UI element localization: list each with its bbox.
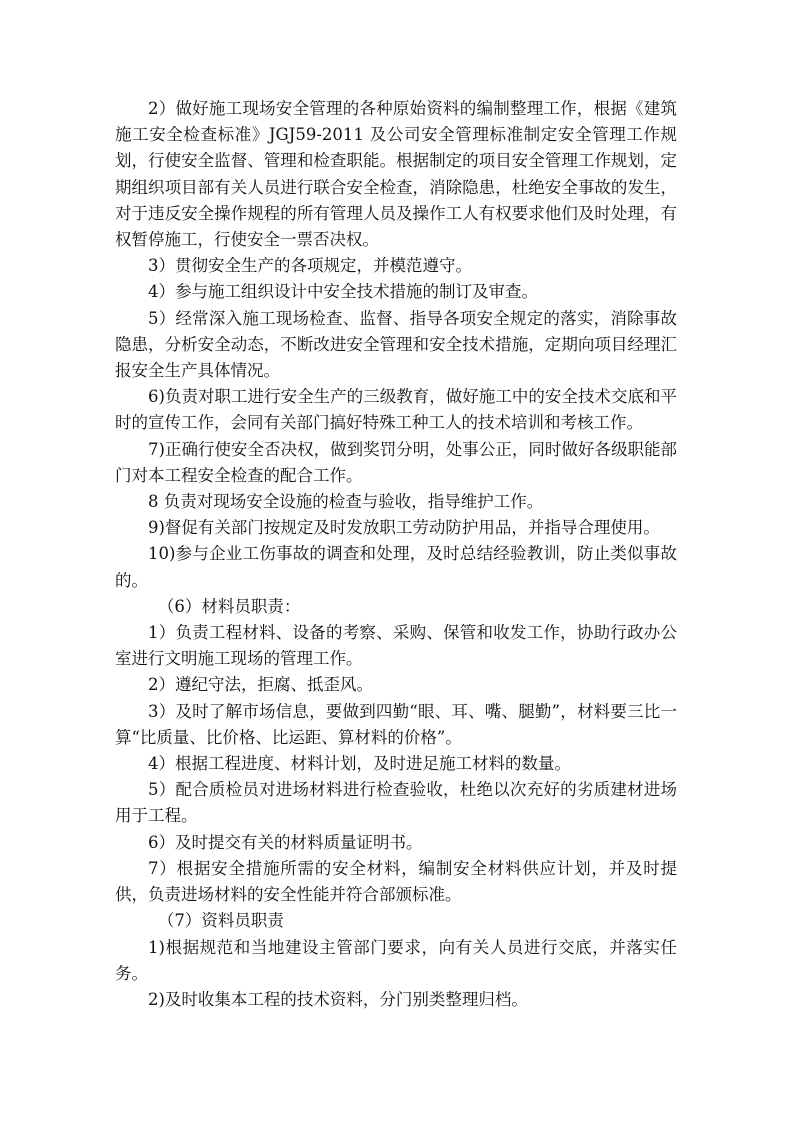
paragraph-material-duty-2: 2）遵纪守法，拒腐、抵歪风。 bbox=[148, 675, 373, 695]
paragraph-safety-duty-3: 3）贯彻安全生产的各项规定，并模范遵守。 bbox=[148, 256, 472, 276]
paragraph-material-duty-6: 6）及时提交有关的材料质量证明书。 bbox=[148, 832, 423, 852]
paragraph-safety-duty-10: 10)参与企业工伤事故的调查和处理，及时总结经验教训，防止类似事故的。 bbox=[115, 544, 677, 590]
paragraph-safety-duty-9: 9)督促有关部门按规定及时发放职工劳动防护用品，并指导合理使用。 bbox=[148, 518, 660, 538]
paragraph-safety-duty-6: 6)负责对职工进行安全生产的三级教育，做好施工中的安全技术交底和平时的宣传工作，会同有关部门搞好特殊工种工人的技术培训和考核工作。 bbox=[115, 387, 677, 433]
paragraph-safety-duty-8: 8 负责对现场安全设施的检查与验收，指导维护工作。 bbox=[148, 492, 544, 512]
paragraph-material-duty-4: 4）根据工程进度、材料计划，及时进足施工材料的数量。 bbox=[148, 754, 571, 774]
paragraph-records-duty-1: 1)根据规范和当地建设主管部门要求，向有关人员进行交底，并落实任务。 bbox=[115, 937, 677, 983]
paragraph-records-duty-2: 2)及时收集本工程的技术资料，分门别类整理归档。 bbox=[148, 989, 528, 1009]
document-body bbox=[115, 96, 677, 1013]
section-heading-records-officer: （7）资料员职责 bbox=[157, 911, 284, 931]
paragraph-safety-duty-7: 7)正确行使安全否决权，做到奖罚分明，处事公正，同时做好各级职能部门对本工程安全检查的配合工作。 bbox=[115, 439, 677, 485]
paragraph-material-duty-7: 7）根据安全措施所需的安全材料，编制安全材料供应计划，并及时提供，负责进场材料的安全性能并符合部颁标准。 bbox=[115, 858, 677, 905]
paragraph-safety-duty-2: 2）做好施工现场安全管理的各种原始资料的编制整理工作，根据《建筑施工安全检查标准》JGJ59-2011 及公司安全管理标准制定安全管理工作规划，行使安全监督、管理和检查职能。根据制定的项目安全管理工作规划，定期组织项目部有关人员进行联合安全检查，消除隐患，杜绝安全事故的发生，对于违反安全操作规程的所有管理人员及操作工人有权要求他们及时处理，有权暂停施工，行使安全一票否决权。 bbox=[115, 99, 677, 250]
paragraph-material-duty-5: 5）配合质检员对进场材料进行检查验收，杜绝以次充好的劣质建材进场用于工程。 bbox=[115, 780, 677, 826]
paragraph-material-duty-1: 1）负责工程材料、设备的考察、采购、保管和收发工作，协助行政办公室进行文明施工现场的管理工作。 bbox=[115, 623, 677, 669]
paragraph-safety-duty-5: 5）经常深入施工现场检查、监督、指导各项安全规定的落实，消除事故隐患，分析安全动态，不断改进安全管理和安全技术措施，定期向项目经理汇报安全生产具体情况。 bbox=[115, 308, 677, 381]
section-heading-material-officer: （6）材料员职责： bbox=[157, 596, 301, 616]
paragraph-safety-duty-4: 4）参与施工组织设计中安全技术措施的制订及审查。 bbox=[148, 282, 538, 302]
paragraph-material-duty-3: 3）及时了解市场信息，要做到四勤“眼、耳、嘴、腿勤”，材料要三比一算“比质量、比价格、比运距、算材料的价格”。 bbox=[115, 701, 677, 747]
